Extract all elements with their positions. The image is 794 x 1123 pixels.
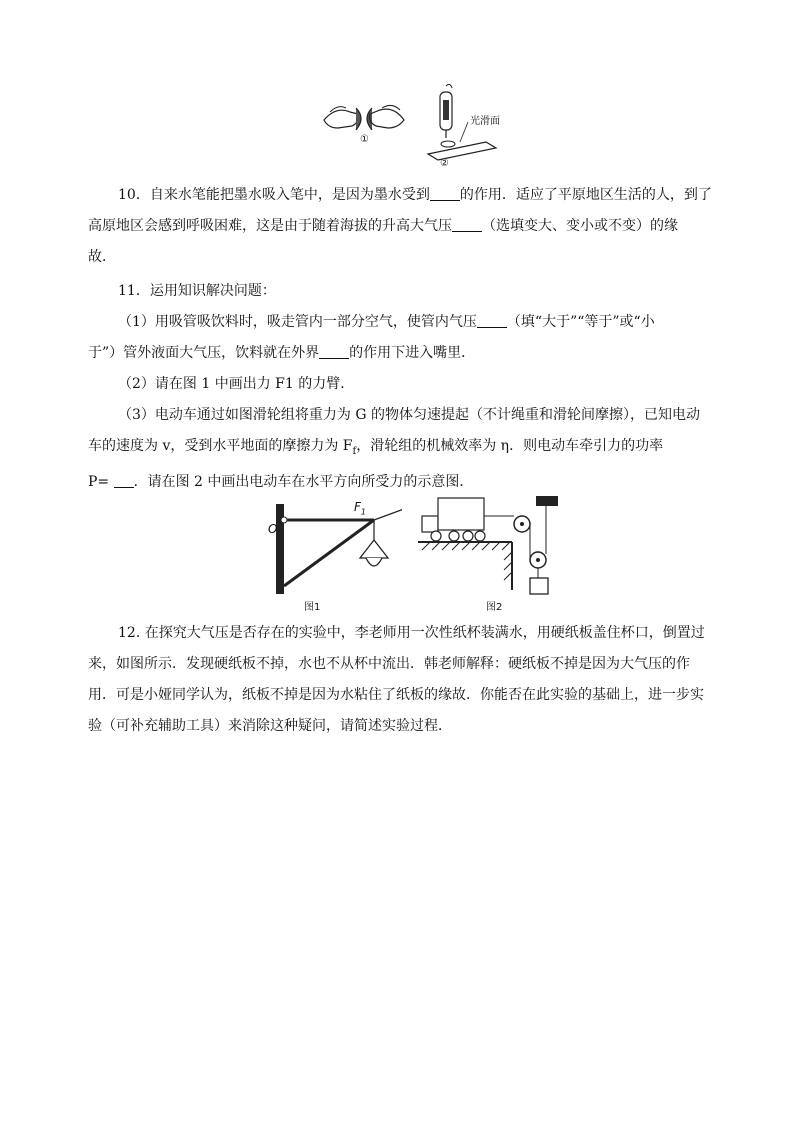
q10-line-3: 故． (88, 249, 116, 265)
figure-1 (262, 500, 402, 616)
q12-line-4: 验（可补充辅助工具）来消除这种疑问，请简述实验过程． (88, 718, 452, 734)
q10-line-2: 高原地区会感到呼吸困难，这是由于随着海拔的升高大气压 （选填变大、变小或不变）的缘 (88, 218, 678, 234)
question-11 (88, 276, 708, 498)
lever-diagram (262, 500, 402, 616)
question-10 (88, 180, 712, 273)
question-12 (88, 618, 708, 742)
figure-2 (418, 494, 578, 616)
q10-blank-1 (430, 186, 460, 201)
q10-line-1: 10．自来水笔能把墨水吸入笔中，是因为墨水受到 的作用．适应了平原地区生活的人，到了 (118, 187, 712, 203)
q12-line-1: 12. 在探究大气压是否存在的实验中，李老师用一次性纸杯装满水，用硬纸板盖住杯口，倒置过 (118, 625, 705, 641)
q11-blank-1 (477, 313, 507, 328)
q11-part-1: （1）用吸管吸饮料时，吸走管内一部分空气，使管内气压 （填“大于”“等于”或“小 (118, 314, 655, 330)
figure-label-2: ② (440, 158, 449, 169)
q11-blank-2 (319, 344, 349, 359)
figure-1-caption: 图1 (304, 602, 321, 613)
figure-label-1: ① (360, 134, 369, 145)
top-figure (320, 82, 510, 168)
point-o-label: O (268, 522, 278, 536)
q11-title: 11．运用知识解决问题： (118, 283, 276, 299)
q10-blank-2 (452, 217, 482, 232)
q11-part-3-formula: P= ．请在图 2 中画出电动车在水平方向所受力的示意图． (88, 473, 474, 490)
force-f1-label: $F_1$ (354, 500, 366, 517)
q11-part-1-cont: 于”）管外液面大气压，饮料就在外界 的作用下进入嘴里． (88, 345, 476, 361)
q12-line-2: 来，如图所示．发现硬纸板不掉，水也不从杯中流出．韩老师解释：硬纸板不掉是因为大气压的作 (88, 656, 690, 672)
q12-line-3: 用．可是小娅同学认为，纸板不掉是因为水粘住了纸板的缘故．你能否在此实验的基础上，进一步实 (88, 687, 704, 703)
smooth-surface-label: 光滑面 (470, 116, 500, 127)
q11-part-3: （3）电动车通过如图滑轮组将重力为 G 的物体匀速提起（不计绳重和滑轮间摩擦），已知电动 (118, 407, 700, 423)
q11-part-3-cont: 车的速度为 v，受到水平地面的摩擦力为 $F_f$，滑轮组的机械效率为 η．则电动车牵引力的功率 (88, 438, 664, 457)
q11-part-2: （2）请在图 1 中画出力 F1 的力臂． (118, 376, 355, 392)
figure-2-caption: 图2 (486, 602, 503, 613)
q11-blank-3 (114, 473, 134, 488)
